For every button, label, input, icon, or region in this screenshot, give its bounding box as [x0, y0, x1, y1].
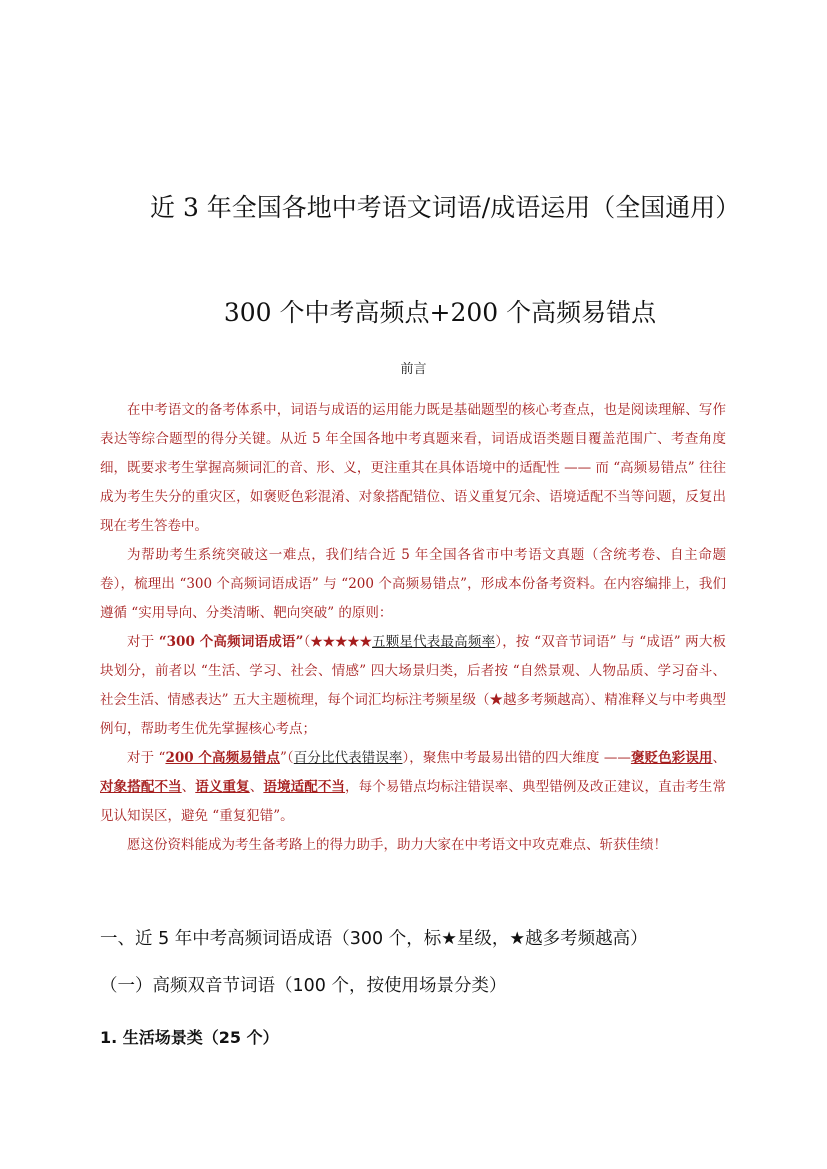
p4-sep1: 、 [712, 750, 726, 766]
p3-bold-term: “300 个高频词语成语” [158, 634, 304, 650]
preface-heading: 前言 [400, 362, 427, 377]
dimension-3: 语义重复 [195, 779, 250, 795]
preface-paragraph-5: 愿这份资料能成为考生备考路上的得力助手，助力大家在中考语文中攻克难点、斩获佳绩！ [127, 837, 667, 853]
section-heading-3: 1. 生活场景类（25 个） [100, 1028, 279, 1047]
p4-mid: ”（ [279, 750, 294, 766]
p4-rest1: ），聚焦中考最易出错的四大维度 —— [402, 750, 631, 766]
preface-paragraph-1: 在中考语文的备考体系中，词语与成语的运用能力既是基础题型的核心考查点，也是阅读理解、写作表达等综合题型的得分关键。从近 5 年全国各地中考真题来看，词语成语类题目覆盖范围广、考查角度细，既要求考生掌握高频词汇的音、形、义，更注重其在具体语境中的适配性 —— 而 “高频易错点” 往往成为考生失分的重灾区，如褒贬色彩混淆、对象搭配错位、语义重复冗余、语境适配不当等问题，反复出现在考生答卷中。 [100, 402, 726, 534]
dimension-1: 褒贬色彩误用 [630, 750, 713, 766]
section-heading-2: （一）高频双音节词语（100 个，按使用场景分类） [100, 976, 507, 996]
preface-body [100, 396, 726, 860]
preface-paragraph-3 [100, 628, 726, 744]
p3-paren-close: ） [495, 634, 503, 650]
section-heading-1: 一、近 5 年中考高频词语成语（300 个，标★星级，★越多考频越高） [100, 929, 648, 949]
p3-stars-note: 五颗星代表最高频率 [372, 634, 496, 650]
p4-note: 百分比代表错误率 [293, 750, 403, 766]
preface-paragraph-4 [100, 744, 726, 831]
p3-rest: ，按 “双音节词语” 与 “成语” 两大板块划分，前者以 “生活、学习、社会、情感” 四大场景归类，后者按 “自然景观、人物品质、学习奋斗、社会生活、情感表达” 五大主题梳理，每个词汇均标注考频星级（★越多考频越高）、精准释义与中考典型例句，帮助考生优先掌握核心考点； [100, 634, 727, 737]
p4-bold-term: 200 个高频易错点 [165, 750, 280, 766]
p4-sep3: 、 [249, 779, 264, 795]
p3-lead: 对于 [127, 634, 159, 650]
document-title: 近 3 年全国各地中考语文词语/成语运用（全国通用） [150, 193, 741, 222]
preface-paragraph-2: 为帮助考生系统突破这一难点，我们结合近 5 年全国各省市中考语文真题（含统考卷、自主命题卷），梳理出 “300 个高频词语成语” 与 “200 个高频易错点”，形成本份备考资料。在内容编排上，我们遵循 “实用导向、分类清晰、靶向突破” 的原则： [100, 547, 726, 621]
document-subtitle: 300 个中考高频点+200 个高频易错点 [223, 298, 657, 327]
star-rating-icon: ★★★★★ [310, 634, 373, 650]
p4-lead: 对于 “ [127, 750, 166, 766]
dimension-2: 对象搭配不当 [100, 779, 182, 795]
p4-rest2: ，每个易错点均标注错误率、典型错例及改正建议，直击考生常见认知误区，避免 “重复犯错”。 [100, 779, 727, 824]
dimension-4: 语境适配不当 [263, 779, 346, 795]
p3-paren-open: （ [303, 634, 311, 650]
p4-sep2: 、 [181, 779, 196, 795]
